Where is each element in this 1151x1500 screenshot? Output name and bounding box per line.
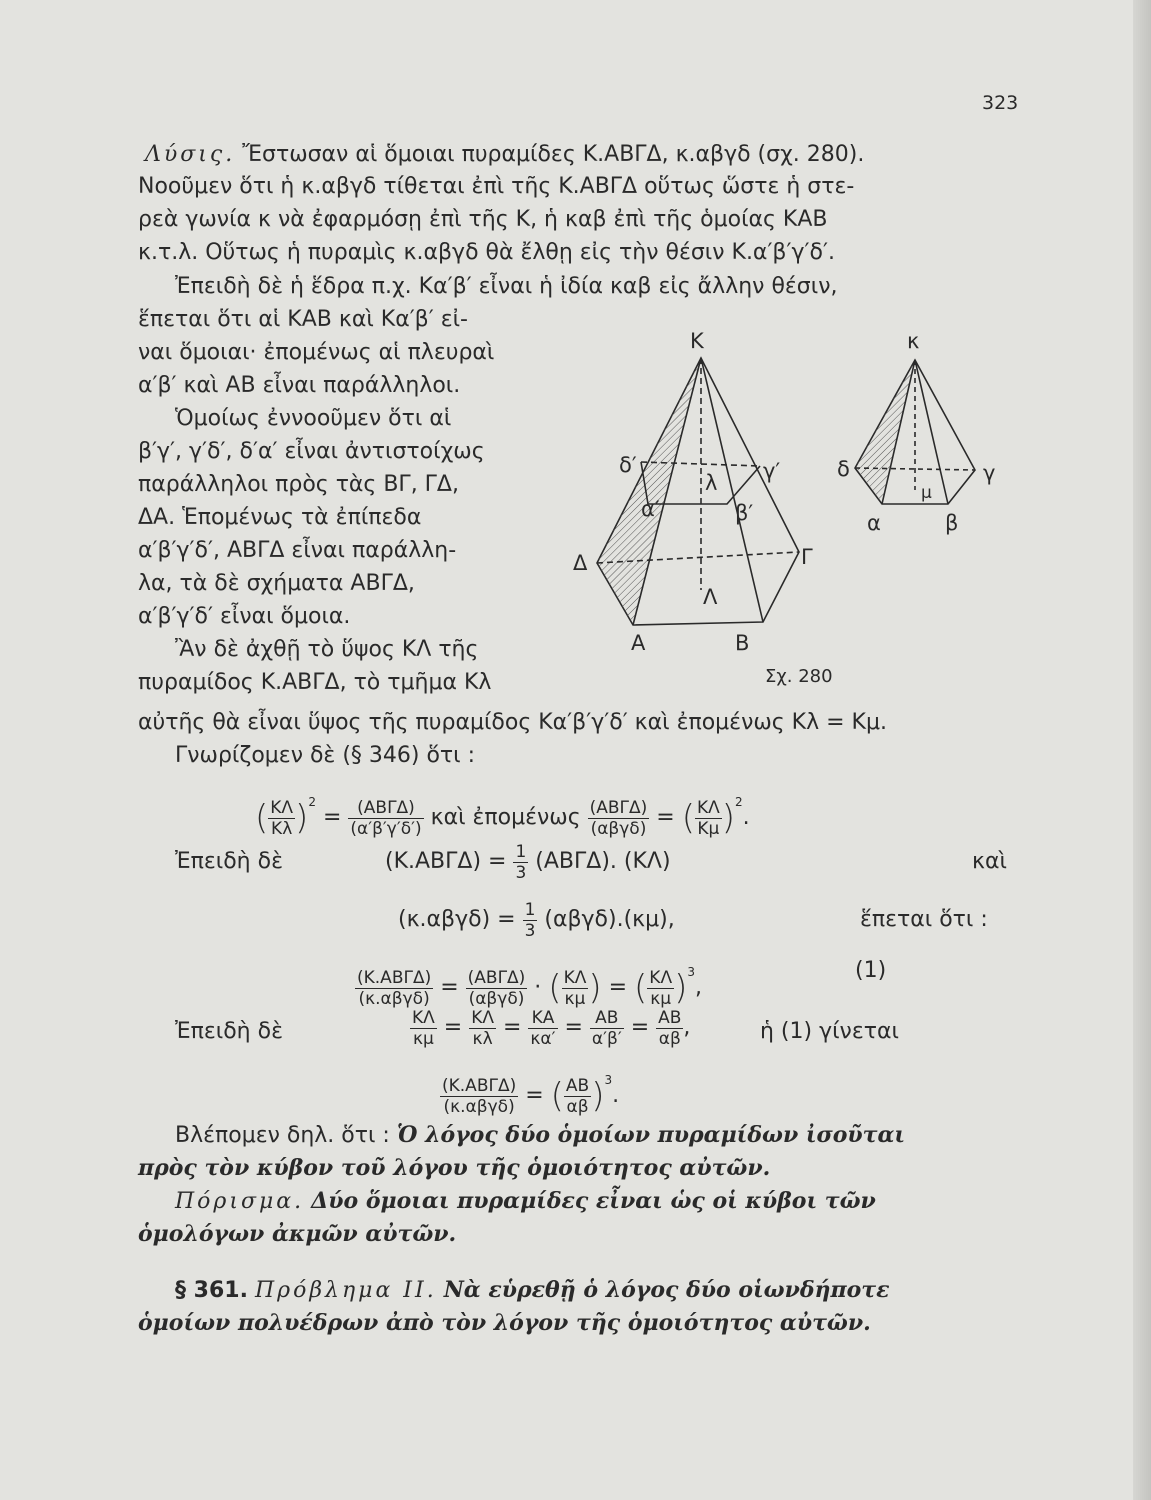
figure-caption: Σχ. 280 <box>765 666 833 687</box>
label-k: κ <box>907 329 920 353</box>
label-G: Γ <box>801 545 813 569</box>
solution-line-5: Ἐπειδὴ δὲ ἡ ἕδρα π.χ. Κα′β′ εἶναι ἡ ἰδία καβ εἰς ἄλλην θέσιν, <box>175 274 838 299</box>
equation-4: (Κ.ΑΒΓΔ) (κ.αβγδ) = (ΑΒΓΔ) (αβγδ) · ( $\frac{K\Lambda}{\kappa\mu}$ ) = ( $\frac{K\Lambda}{\kappa\mu}$ )$^3$, <box>357 965 702 1009</box>
label-d-prime: δ′ <box>619 453 637 477</box>
equation-2: (Κ.ΑΒΓΔ) = $\frac{1}{3}$ (ΑΒΓΔ). (ΚΛ) <box>385 841 671 883</box>
label-D: Δ <box>573 551 588 575</box>
porism-line-2: ὁμολόγων ἀκμῶν αὐτῶν. <box>138 1221 457 1247</box>
label-b: β <box>945 511 959 535</box>
big-pyramid-shade <box>597 358 701 625</box>
page-edge <box>1133 0 1151 1500</box>
solution-label: Λύσις. <box>145 142 236 167</box>
after-line-2: Γνωρίζομεν δὲ (§ 346) ὅτι : <box>175 743 476 768</box>
page-number: 323 <box>982 92 1019 114</box>
conclusion-theorem-1: Ὁ λόγος δύο ὁμοίων πυραμίδων ἰσοῦται <box>396 1122 906 1148</box>
figure-280 <box>555 320 1025 700</box>
narrow-line: β′γ′, γ′δ′, δ′α′ εἶναι ἀντιστοίχως <box>138 439 485 464</box>
section-number: § 361. <box>175 1278 248 1303</box>
section-label: Πρόβλημα II. <box>254 1278 437 1303</box>
conclusion-prefix: Βλέπομεν δηλ. ὅτι : <box>175 1123 390 1148</box>
porism-label: Πόρισμα. <box>175 1189 305 1214</box>
section-line-2: ὁμοίων πολυέδρων ἀπὸ τὸν λόγον τῆς ὁμοιότητος αὐτῶν. <box>138 1310 871 1336</box>
equation-5: $\frac{K\Lambda}{\kappa\mu}$ = $\frac{K\Lambda}{\kappa\lambda}$ = $\frac{KA}{\kappa\alpha'}$ = $\frac{AB}{\alpha'\beta'}$ = $\frac{AB}{\alpha\beta}$ , <box>412 1007 691 1049</box>
solution-text-1: Ἔστωσαν αἱ ὅμοιαι πυραμίδες Κ.ΑΒΓΔ, κ.αβγδ (σχ. 280). <box>242 142 865 167</box>
eq2-prefix: Ἐπειδὴ δὲ <box>175 849 283 874</box>
solution-line-2: Νοοῦμεν ὅτι ἡ κ.αβγδ τίθεται ἐπὶ τῆς Κ.ΑΒΓΔ οὕτως ὥστε ἡ στε- <box>138 174 855 199</box>
equation-6: (Κ.ΑΒΓΔ) (κ.αβγδ) = ( $\frac{AB}{\alpha\beta}$ )$^3$. <box>442 1073 620 1117</box>
label-g: γ <box>983 461 996 485</box>
narrow-line: πυραμίδος Κ.ΑΒΓΔ, τὸ τμῆμα Κλ <box>138 670 492 695</box>
label-K: Κ <box>690 329 704 353</box>
eq2-suffix: καὶ <box>972 849 1007 874</box>
narrow-line: παράλληλοι πρὸς τὰς ΒΓ, ΓΔ, <box>138 472 459 497</box>
eq4-tag: (1) <box>855 958 887 983</box>
label-d: δ <box>837 457 850 481</box>
narrow-line: ΔΑ. Ἑπομένως τὰ ἐπίπεδα <box>138 505 422 530</box>
label-b-prime: β′ <box>735 501 754 525</box>
conclusion-line-1 <box>175 1120 905 1151</box>
after-line-1: αὐτῆς θὰ εἶναι ὕψος τῆς πυραμίδος Κα′β′γ′δ′ καὶ ἐπομένως Κλ = Κμ. <box>138 710 887 735</box>
eq5-prefix: Ἐπειδὴ δὲ <box>175 1019 283 1044</box>
section-text-1: Νὰ εὑρεθῇ ὁ λόγος δύο οἱωνδήποτε <box>443 1277 890 1303</box>
label-a: α <box>867 511 881 535</box>
narrow-line: α′β′γ′δ′ εἶναι ὅμοια. <box>138 604 351 629</box>
label-a-prime: α′ <box>641 497 660 521</box>
label-lambda: λ <box>705 471 718 495</box>
narrow-line: ἕπεται ὅτι αἱ ΚΑΒ καὶ Κα′β′ εἰ- <box>138 307 468 332</box>
label-A: Α <box>631 631 646 655</box>
label-L: Λ <box>703 585 718 609</box>
narrow-line: Ἂν δὲ ἀχθῇ τὸ ὕψος ΚΛ τῆς <box>175 637 479 662</box>
narrow-line: Ὁμοίως ἐννοοῦμεν ὅτι αἱ <box>175 406 452 431</box>
equation-1: ( $\frac{K\Lambda}{K\lambda}$ )$^2$ = (ΑΒΓΔ) (α′β′γ′δ′) καὶ ἐπομένως (ΑΒΓΔ) (αβγδ) = ( $\frac{K\Lambda}{K\mu}$ )$^2$. <box>255 795 750 839</box>
equation-3: (κ.αβγδ) = $\frac{1}{3}$ (αβγδ).(κμ), <box>398 899 675 941</box>
conclusion-line-2: πρὸς τὸν κύβον τοῦ λόγου τῆς ὁμοιότητος αὐτῶν. <box>138 1155 771 1181</box>
label-g-prime: γ′ <box>763 459 781 483</box>
label-mu: μ <box>921 483 932 503</box>
eq3-suffix: ἕπεται ὅτι : <box>860 907 988 932</box>
narrow-line: ναι ὅμοιαι· ἐπομένως αἱ πλευραὶ <box>138 340 495 365</box>
small-pyramid-shade <box>855 360 915 504</box>
porism-text-1: Δύο ὅμοιαι πυραμίδες εἶναι ὡς οἱ κύβοι τῶν <box>311 1188 876 1214</box>
solution-line-3: ρεὰ γωνία κ νὰ ἐφαρμόσῃ ἐπὶ τῆς Κ, ἡ καβ ἐπὶ τῆς ὁμοίας ΚΑΒ <box>138 207 828 232</box>
solution-line-1 <box>145 140 864 170</box>
narrow-line: α′β′γ′δ′, ΑΒΓΔ εἶναι παράλλη- <box>138 538 457 563</box>
solution-line-4: κ.τ.λ. Οὕτως ἡ πυραμὶς κ.αβγδ θὰ ἔλθῃ εἰς τὴν θέσιν Κ.α′β′γ′δ′. <box>138 240 835 265</box>
narrow-line: α′β′ καὶ ΑΒ εἶναι παράλληλοι. <box>138 373 461 398</box>
label-B: Β <box>735 631 750 655</box>
eq5-suffix: ἡ (1) γίνεται <box>760 1019 899 1044</box>
narrow-line: λα, τὰ δὲ σχήματα ΑΒΓΔ, <box>138 571 415 596</box>
porism-line-1 <box>175 1186 876 1217</box>
section-heading <box>175 1275 889 1306</box>
